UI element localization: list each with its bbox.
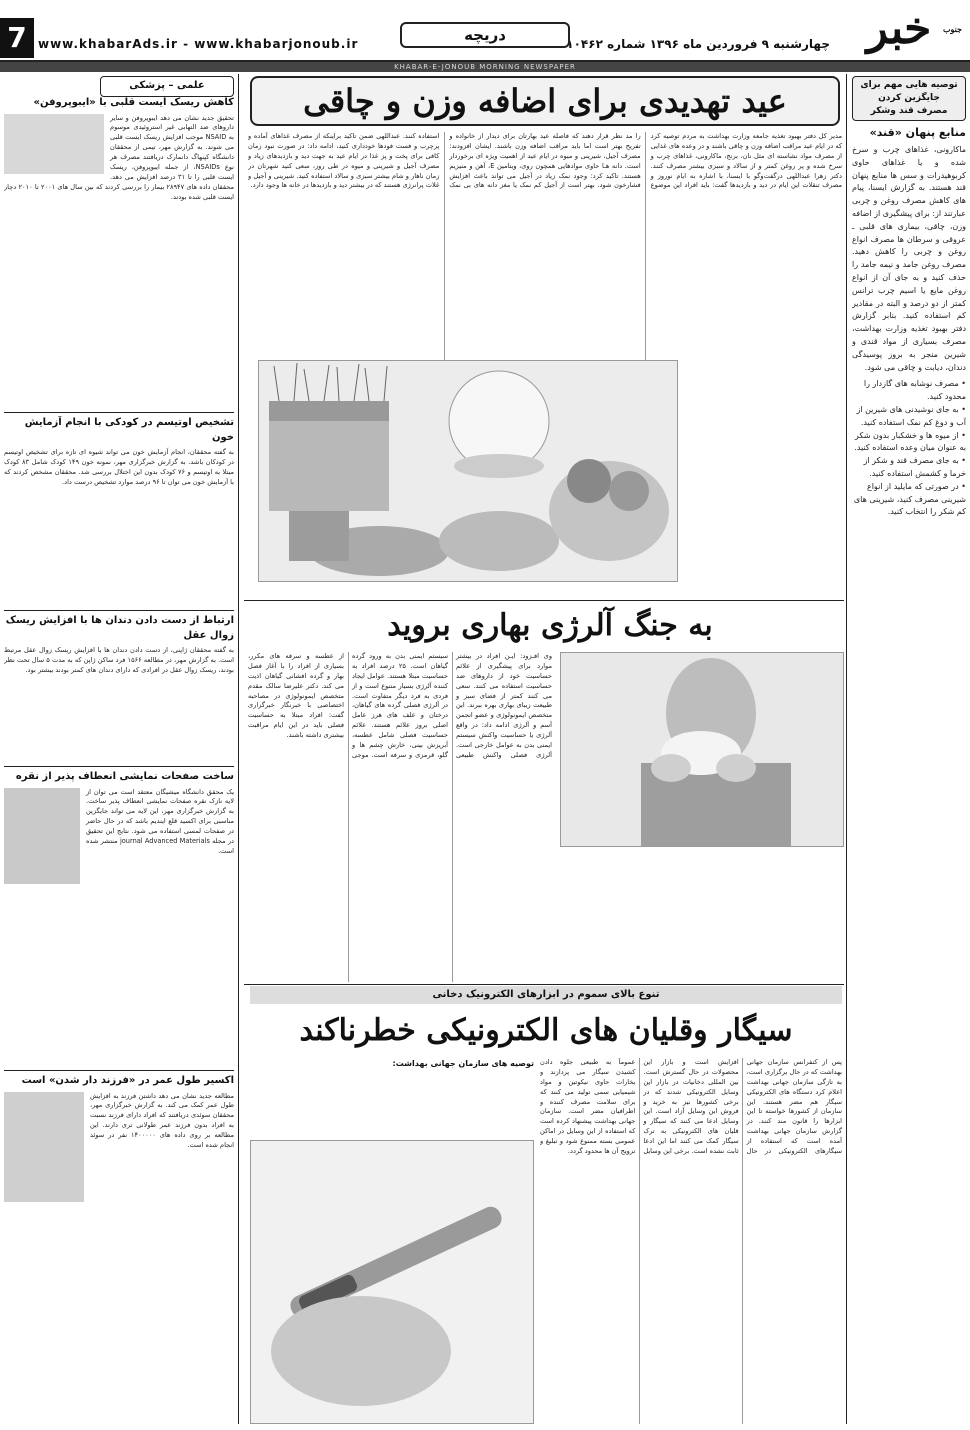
article-longevity — [4, 1074, 234, 1424]
article-body: به گفته محققان ژاپنی، از دست دادن دندان ها با افزایش ریسک زوال عقل مرتبط است. به گزارش مهر، در مطالعه ۱۵۶۶ فرد ساکن ژاپن که به مدت ۵ سال تحت نظر بودند، ریسک زوال عقل در افرادی که دارای دندان های کمتر بودند بیشتر بود. — [4, 646, 234, 674]
logo-subtitle: جنوب — [942, 24, 962, 34]
lead-body-continued — [682, 420, 842, 600]
tip-bullet: • از میوه ها و خشکبار بدون شکر به عنوان میان وعده استفاده کنید. — [854, 430, 966, 453]
lead-title-box — [250, 76, 840, 126]
article-title: اکسیر طول عمر در «فرزند دار شدن» است — [21, 1075, 234, 1086]
tips-bullets — [852, 378, 966, 519]
article-title: کاهش ریسک ایست قلبی با «ایبوپروفن» — [33, 97, 234, 108]
article-title: تشخیص اوتیسم در کودکی با انجام آزمایش خون — [24, 417, 234, 443]
article-body: به گفته محققان، انجام آزمایش خون می تواند شیوه ای تازه برای تشخیص اوتیسم در کودکان باشد. به گزارش خبرگزاری مهر، نمونه خون ۱۴۹ کودک شامل ۸۳ کودک مبتلا به اوتیسم و ۷۶ کودک بدون این اختلال بررسی شد. محققان مشخص کردند که با آزمایش خون می توان تا ۹۶ درصد موارد تشخیص درست داد. — [4, 448, 234, 486]
logo-text: خبر — [866, 3, 932, 54]
article-divider — [4, 766, 234, 767]
ecig-kicker-bar — [250, 986, 842, 1004]
article-silver — [4, 770, 234, 1050]
hidden-sugar-heading: منابع پنهان «قند» — [869, 126, 966, 140]
ecig-body: پس از کنفرانس سازمان جهانی بهداشت که در حال برگزاری است، به تازگی سازمان جهانی بهداشت اعلام کرد دستگاه های الکترونیکی سیگار هم مضر هستند. این سازمان از کشورها خواسته تا این ابزارها را قانون مند کنند. در گزارش سازمان جهانی بهداشت آمده است که استفاده از سیگارهای الکترونیکی در حال افزایش است و بازار این محصولات در حال گسترش است. بین المللی دخانیات در بازار این وسایل الکترونیکی شدند که در برخی کشورها نیز به خرید و فروش این وسایل آزاد است. این وسایل ادعا می کنند که سیگار و قلیان های الکترونیکی به ترک سیگار کمک می کنند اما این ادعا ثابت نشده است. برخی این وسایل عموماً به طبیعی جلوه دادن کشیدن سیگار می پردازند و بخارات حاوی نیکوتین و مواد شیمیایی سمی تولید می کنند که برای سلامت مصرف کننده و اطرافیان مضر است. سازمان جهانی بهداشت پیشنهاد کرده است که استفاده از این وسایل در اماکن عمومی بسته ممنوع شود و تبلیغ و ترویج آن ها محدود گردد. — [540, 1058, 842, 1156]
newspaper-logo[interactable] — [834, 4, 964, 54]
ecig-photo — [250, 1140, 534, 1424]
section-tag: دریچه — [400, 22, 570, 48]
hidden-sugar-body: ماکارونی، غذاهای چرب و سرخ شده و یا غذاهای حاوی کربوهیدرات و سس ها منابع پنهان قند هستند. به گزارش ایسنا، پیام های کاهش مصرف روغن و چربی عبارتند از: برای پیشگیری از اضافه وزن، چاقی، بیماری های قلبی ـ عروقی و سرطان ها مصرف انواع روغن و چربی را کاهش دهید. مصرف روغن جامد و نیمه جامد را حذف کنید و به جای آن از انواع روغن مایع یا اسیم چرب ترانس کمتر از دو درصد و البته در مقادیر کم استفاده کنید. بنابر گزارش دفتر بهبود تغذیه وزارت بهداشت، مصرف بسیاری از مواد قندی و شیرین منجر به بروز پوسیدگی دندان، دیابت و چاقی می شود. — [852, 145, 966, 372]
lead-title: عید تهدیدی برای اضافه وزن و چاقی — [303, 82, 787, 120]
tip-bullet: • مصرف نوشابه های گازدار را محدود کنید. — [863, 379, 966, 402]
pills-photo — [4, 114, 104, 174]
ecig-sidebar — [250, 1058, 534, 1138]
tip-bullet: • در صورتی که مایلید از انواع شیرینی مصرف کنید، شیرینی های کم شکر را انتخاب کنید. — [853, 481, 966, 517]
child-photo — [4, 788, 80, 884]
tips-box-line2: جایگزین کردن — [878, 93, 940, 104]
science-section-label: علمی – پزشکی — [100, 76, 234, 97]
article-body: مطالعه جدید نشان می دهد داشتن فرزند به افزایش طول عمر کمک می کند. به گزارش خبرگزاری مهر، محققان سوئدی دریافتند که افراد دارای فرزند نسبت به افراد بدون فرزند عمر طولانی تری دارند. این مطالعه بر روی داده های ۱۴۰۰۰۰۰ نفر در سوئد انجام شده است. — [90, 1091, 234, 1149]
ecig-subheading: توصیه های سازمان جهانی بهداشت: — [392, 1059, 534, 1068]
article-autism — [4, 416, 234, 606]
allergy-body: وی افـزود: ایـن افراد در بیشتر موارد برای پیشگیری از علائم حساسیت خود از داروهای ضد حساسیت استفاده می کنند. سعی می کنند کمتر از فضای سبز و طبیعت زیبای بهاری بهره ببرند. این متخصص ایمونولوژی و عضو انجمن آسم و آلرژی ادامه داد: در واقع آلرژی یا حساسیت واکنش سیستم ایمنی بدن به عوامل خارجی است. آلرژی فصلی واکنش طبیعی سیستم ایمنی بدن به ورود گرده گیاهان است. ۲۵ درصد افراد به حساسیت مبتلا هستند. عوامل ایجاد کننده آلرژی بسیار متنوع است و از فردی به فرد دیگر متفاوت است. در آلرژی فصلی گرده های گیاهان، درختان و علف های هرز عامل اصلی بروز علائم هستند. علائم حساسیت فصلی شامل عطسه، آبریزش بینی، خارش چشم ها و گلو، قرمزی و سرفه است. موجی از عطسه و سرفه های مکرر، بسیاری از افراد را با آغاز فصل بهار و گرده افشانی گیاهان اذیت می کند. دکتر علیرضا سالک مقدم متخصص ایمونولوژی در مصاحبه اختصاصی با خبرنگار خبرگزاری گفت: افراد مبتلا به حساسیت فصلی باید در این ایام مراقبت بیشتری داشته باشند. — [248, 652, 552, 759]
lead-body: مدیر کل دفتر بهبود تغذیه جامعه وزارت بهداشت به مردم توصیه کرد که در ایام عید مراقب اضافه وزن و چاقی باشند و در وعده های غذایی از مصرف مواد نشاسته ای مثل نان، برنج، ماکارونی، غذاهای چرب و سرخ شده و پر روغن کمتر و از سالاد و سبزی بیشتر مصرف کنند. دکتر زهرا عبداللهی درگفت‌وگو با ایسنا، با اشاره به ایام نوروز و مصرف تنقلات این ایام در دید و بازدیدها گفت: باید افراد این موضوع را مد نظر قرار دهند که فاصله عید بهارتان برای دیدار از خانواده و تفریح بهتر است اما باید مراقب اضافه وزن باشند. ایشان افزودند: مصرف آجیل، شیرینی و میوه در ایام عید از اهمیت ویژه ای برخوردار است. دانه هـا حاوی مواد‌هایی همچون روی، ویتامین E، آهن و منیزیم هستند. تاکید کرد: وجود نمک زیاد در آجیل می تواند باعث افزایش فشارخون شود. بهتر است از آجیل کم نمک یا مغز دانه های بی نمک استفاده کنند. عبداللهی ضمن تاکید براینکه از مصرف غذاهای آماده و پرچرب و فست فودها خودداری کنید، ادامه داد: در صورت نبود زمان کافی برای پخت و پز غذا در ایام عید به جهت دید و بازدیدهای زیاد و مصرف آجیل و شیرینی و میوه در طی روز، سعی کنید شهرتان در زمان ناهار و شام بیشتر سبزی و سالاد استفاده کنید. شیرینی و آجیل و غلات پرانرژی هستند که در بیشتر دید و بازدیدها در خانه ها وجود دارد. — [248, 132, 842, 190]
article-divider — [4, 412, 234, 413]
column-divider — [238, 74, 239, 1424]
right-column — [852, 76, 966, 1422]
allergy-body-continued — [560, 852, 844, 982]
tip-bullet: • به جای مصرف قند و شکر از خرما و کشمش استفاده کنید. — [863, 456, 966, 478]
family-photo — [4, 1092, 84, 1202]
science-section-header — [4, 76, 234, 94]
section-divider — [244, 600, 844, 601]
tips-box — [852, 76, 966, 121]
article-divider — [4, 1070, 234, 1071]
sneezing-person-icon — [561, 653, 844, 847]
e-cigarette-icon — [251, 1141, 534, 1424]
nowruz-table-icon — [259, 361, 678, 582]
allergy-title: به جنگ آلرژی بهاری بروید — [387, 608, 713, 643]
issue-line: چهارشنبه ۹ فروردین ماه ۱۳۹۶ شماره ۱۰۴۶۲ — [566, 37, 830, 51]
ecig-kicker: تنوع بالای سموم در ابزارهای الکترونیک دخانی — [432, 989, 660, 1000]
article-divider — [4, 610, 234, 611]
tips-box-line1: توصیه هایی مهم برای — [860, 80, 958, 90]
section-divider — [244, 984, 844, 985]
article-dementia — [4, 614, 234, 764]
tips-box-line3: مصرف قند وشکر — [870, 106, 948, 117]
lead-photo — [258, 360, 678, 582]
allergy-photo — [560, 652, 844, 847]
page-number: 7 — [0, 18, 34, 58]
tip-bullet: • به جای نوشیدنی های شیرین از آب و دوغ کم نمک استفاده کنید. — [856, 405, 966, 427]
ecig-title: سیگار وقلیان های الکترونیکی خطرناکند — [299, 1013, 793, 1048]
masthead-strap: KHABAR-E-JONOUB MORNING NEWSPAPER — [0, 62, 970, 72]
column-divider — [846, 74, 847, 1424]
article-title: ساخت صفحات نمایشی انعطاف پذیر از نقره — [15, 771, 234, 782]
article-ibuprofen — [4, 96, 234, 406]
article-title: ارتباط از دست دادن دندان ها با افزایش ریسک زوال عقل — [5, 615, 234, 641]
article-body: تحقیق جدید نشان می دهد ایبوپروفن و سایر داروهای ضد التهابی غیر استروئیدی موسوم به NSAID موجب افزایش ریسک ایست قلبی می شوند. به گزارش مهر، تیمی از محققان دانشگاه کپنهاگ دانمارک دریافتند مصرف هر نوع NSAIDs، از جمله ایبوپروفن، ریسک ایست قلبی را تا ۳۱ درصد افزایش می دهد. محققان داده های ۲۸۹۴۷ بیمار را بررسی کردند که بین سال های ۲۰۰۱ تا ۲۰۱۰ دچار ایست قلبی شده بودند. — [4, 113, 234, 201]
website-links[interactable]: www.khabarAds.ir - www.khabarjonoub.ir — [38, 37, 359, 51]
article-body: یک محقق دانشگاه میشیگان معتقد است می توان از لایه نازک نقره صفحات نمایشی انعطاف پذیر ساخت. به گزارش خبرگزاری مهر، این لایه می تواند جایگزین مناسبی برای اکسید قلع ایندیم باشد که در حال حاضر در صفحات لمسی استفاده می شود. نتایج این تحقیق در مجله journal Advanced Materials منتشر شده است. — [86, 787, 234, 855]
